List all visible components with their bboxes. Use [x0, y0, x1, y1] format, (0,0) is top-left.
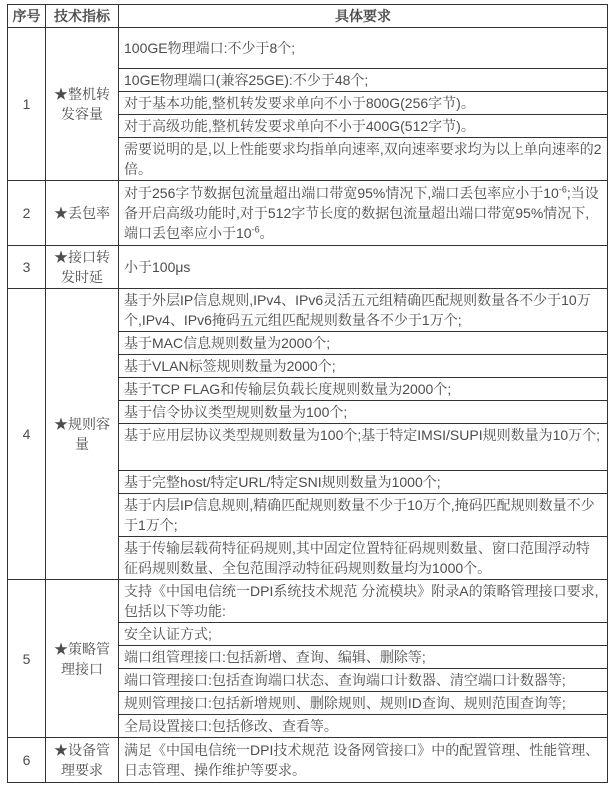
requirement-stack [119, 580, 607, 737]
requirement-item: 安全认证方式; [119, 623, 607, 646]
table-row-6 [8, 738, 608, 783]
requirement-item: 10GE物理端口(兼容25GE):不少于48个; [119, 69, 607, 92]
requirement-item: 基于MAC信息规则数量为2000个; [119, 332, 607, 355]
table-row-1 [8, 28, 608, 181]
superscript-exponent: -6 [251, 224, 260, 235]
requirement-item: 基于VLAN标签规则数量为2000个; [119, 355, 607, 378]
requirement-cell: 满足《中国电信统一DPI技术规范 设备网管接口》中的配置管理、性能管理、日志管理、操作维护等要求。 [119, 738, 608, 783]
row-number: 2 [8, 181, 46, 246]
row-number: 4 [8, 289, 46, 580]
row-number: 1 [8, 28, 46, 181]
requirement-item: 全局设置接口:包括修改、查看等。 [124, 718, 338, 734]
requirement-item: 基于传输层载荷特征码规则,其中固定位置特征码规则数量、窗口范围浮动特征码规则数量、全包范围浮动特征码规则数量均为1000个。 [124, 540, 590, 576]
header-col-no: 序号 [8, 5, 46, 28]
row-number: 3 [8, 246, 46, 289]
requirement-item: 100GE物理端口:不少于8个; [119, 28, 607, 69]
requirement-item: 基于信令协议类型规则数量为100个; [119, 401, 607, 424]
indicator-cell: ★整机转发容量 [46, 28, 119, 181]
requirement-item: 规则管理接口:包括新增规则、删除规则、规则ID查询、规则范围查询等; [119, 692, 607, 715]
requirement-cell [119, 181, 608, 246]
requirement-item: 基于TCP FLAG和传输层负载长度规则数量为2000个; [119, 378, 607, 401]
requirement-cell [119, 289, 608, 580]
indicator-cell: ★设备管理要求 [46, 738, 119, 783]
indicator-cell: ★接口转发时延 [46, 246, 119, 289]
requirement-item: 基于应用层协议类型规则数量为100个;基于特定IMSI/SUPI规则数量为10万个; [119, 424, 607, 471]
requirement-stack [119, 28, 607, 180]
indicator-cell: ★策略管理接口 [46, 580, 119, 738]
requirement-item: 基于外层IP信息规则,IPv4、IPv6灵活五元组精确匹配规则数量各不少于10万个,IPv4、IPv6掩码五元组匹配规则数量各不少于1万个; [119, 289, 607, 332]
requirement-cell [119, 28, 608, 181]
table-row-2 [8, 181, 608, 246]
table-row-4 [8, 289, 608, 580]
header-col-requirement: 具体要求 [119, 5, 608, 28]
requirement-item: 端口管理接口:包括查询端口状态、查询端口计数器、清空端口计数器等; [119, 669, 607, 692]
requirement-cell: 小于100μs [119, 246, 608, 289]
header-col-indicator: 技术指标 [46, 5, 119, 28]
indicator-cell: ★规则容量 [46, 289, 119, 580]
requirement-item: 端口组管理接口:包括新增、查询、编辑、删除等; [119, 646, 607, 669]
indicator-cell: ★丢包率 [46, 181, 119, 246]
requirement-cell [119, 580, 608, 738]
requirement-item: 对于高级功能,整机转发要求单向不小于400G(512字节)。 [119, 115, 607, 138]
requirement-text-part: 。 [259, 225, 274, 241]
requirement-text-part: 对于256字节数据包流量超出端口带宽95%情况下,端口丢包率应小于10 [124, 185, 559, 201]
requirement-text-part: ;当设备开启高级功能时,对于512字节长度的数据包流量超出端口带宽95%情况下,端口丢包率应小于10 [124, 185, 599, 241]
requirement-item: 需要说明的是,以上性能要求均指单向速率,双向速率要求均为以上单向速率的2倍。 [124, 141, 602, 177]
requirement-item: 基于内层IP信息规则,精确匹配规则数量不少于10万个,掩码匹配规则数量不少于1万个; [119, 494, 607, 537]
requirement-stack [119, 289, 607, 579]
table-row-3 [8, 246, 608, 289]
requirement-item: 基于完整host/特定URL/特定SNI规则数量为1000个; [119, 471, 607, 494]
row-number: 5 [8, 580, 46, 738]
row-number: 6 [8, 738, 46, 783]
table-row-5 [8, 580, 608, 738]
header-row [8, 5, 608, 28]
superscript-exponent: -6 [558, 184, 567, 195]
requirement-item: 支持《中国电信统一DPI系统技术规范 分流模块》附录A的策略管理接口要求,包括以下等功能: [119, 580, 607, 623]
spec-table [7, 4, 608, 783]
requirement-item: 对于基本功能,整机转发要求单向不小于800G(256字节)。 [119, 92, 607, 115]
